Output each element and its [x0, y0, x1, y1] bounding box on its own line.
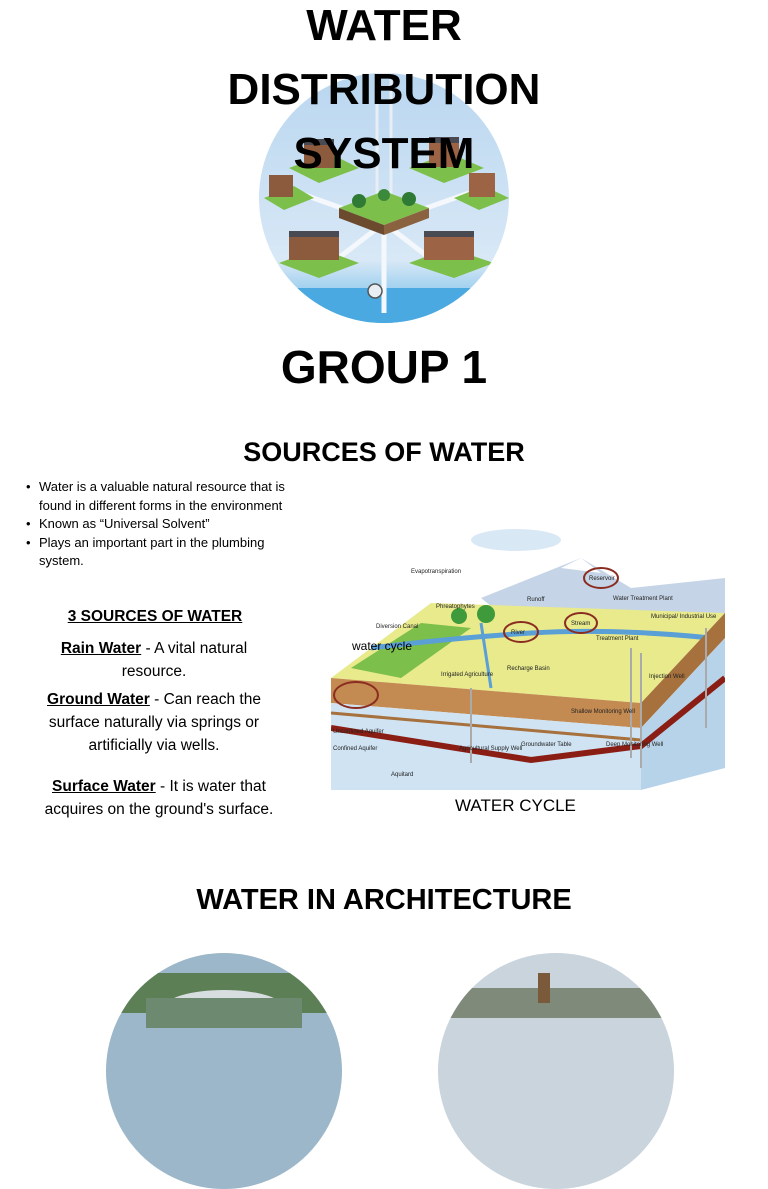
intro-bullets	[26, 478, 296, 571]
label-river: River	[511, 630, 526, 636]
title-line-1: WATER	[306, 1, 462, 50]
architecture-photo-2	[438, 953, 674, 1189]
label-confined-aquifer: Confined Aquifer	[333, 746, 378, 752]
label-reservoir: Reservoir	[589, 576, 615, 582]
label-recharge-basin: Recharge Basin	[507, 666, 550, 672]
sources-subheading: 3 SOURCES OF WATER	[67, 608, 243, 625]
label-irrigated-agriculture: Irrigated Agriculture	[441, 672, 494, 678]
sources-heading: SOURCES OF WATER	[243, 437, 525, 467]
bullet-item: • Water is a valuable natural resource that is found in different forms in the environment	[26, 478, 296, 515]
title-line-3: SYSTEM	[293, 129, 475, 178]
ground-water-item	[30, 688, 278, 757]
label-unconfined-aquifer: Unconfined Aquifer	[333, 729, 384, 735]
label-diversion-canal: Diversion Canal	[376, 624, 419, 630]
rain-water-desc: - A vital natural resource.	[121, 640, 248, 680]
architecture-heading: WATER IN ARCHITECTURE	[196, 884, 572, 916]
label-stream: Stream	[571, 621, 591, 627]
label-treatment-plant: Treatment Plant	[596, 636, 639, 642]
ground-water-term: Ground Water	[47, 691, 150, 708]
rain-water-term: Rain Water	[60, 640, 142, 657]
diagram-caption: WATER CYCLE	[455, 796, 576, 815]
label-injection-well: Injection Well	[649, 674, 685, 680]
label-groundwater-table: Groundwater Table	[521, 742, 572, 748]
ground-water-desc: - Can reach the surface naturally via springs or artificially via wells.	[48, 691, 261, 754]
label-water-treatment-plant: Water Treatment Plant	[613, 596, 673, 602]
bullet-item: • Known as “Universal Solvent”	[26, 515, 296, 534]
surface-water-term: Surface Water	[52, 778, 156, 795]
surface-water-desc: - It is water that acquires on the ground's surface.	[44, 778, 274, 818]
label-agricultural-well: Agricultural Supply Well	[459, 746, 523, 752]
water-cycle-diagram	[331, 528, 725, 790]
bullet-item: • Plays an important part in the plumbing system.	[26, 534, 296, 571]
label-shallow-monitoring-well: Shallow Monitoring Well	[571, 709, 635, 715]
title-line-2: DISTRIBUTION	[227, 65, 541, 114]
label-evapotranspiration: Evapotranspiration	[411, 569, 462, 575]
surface-water-item	[26, 775, 292, 821]
label-aquitard: Aquitard	[391, 772, 414, 778]
rain-water-item	[30, 637, 278, 683]
label-municipal-use: Municipal/ Industrial Use	[651, 614, 717, 620]
group-label: GROUP 1	[280, 341, 488, 393]
architecture-photo-1	[106, 953, 342, 1189]
water-cycle-overlay-label: water cycle	[352, 639, 413, 653]
page-title	[0, 0, 768, 186]
label-deep-monitoring-well: Deep Monitoring Well	[606, 742, 664, 748]
label-phreatophytes: Phreatophytes	[436, 604, 475, 610]
label-runoff: Runoff	[527, 597, 545, 603]
